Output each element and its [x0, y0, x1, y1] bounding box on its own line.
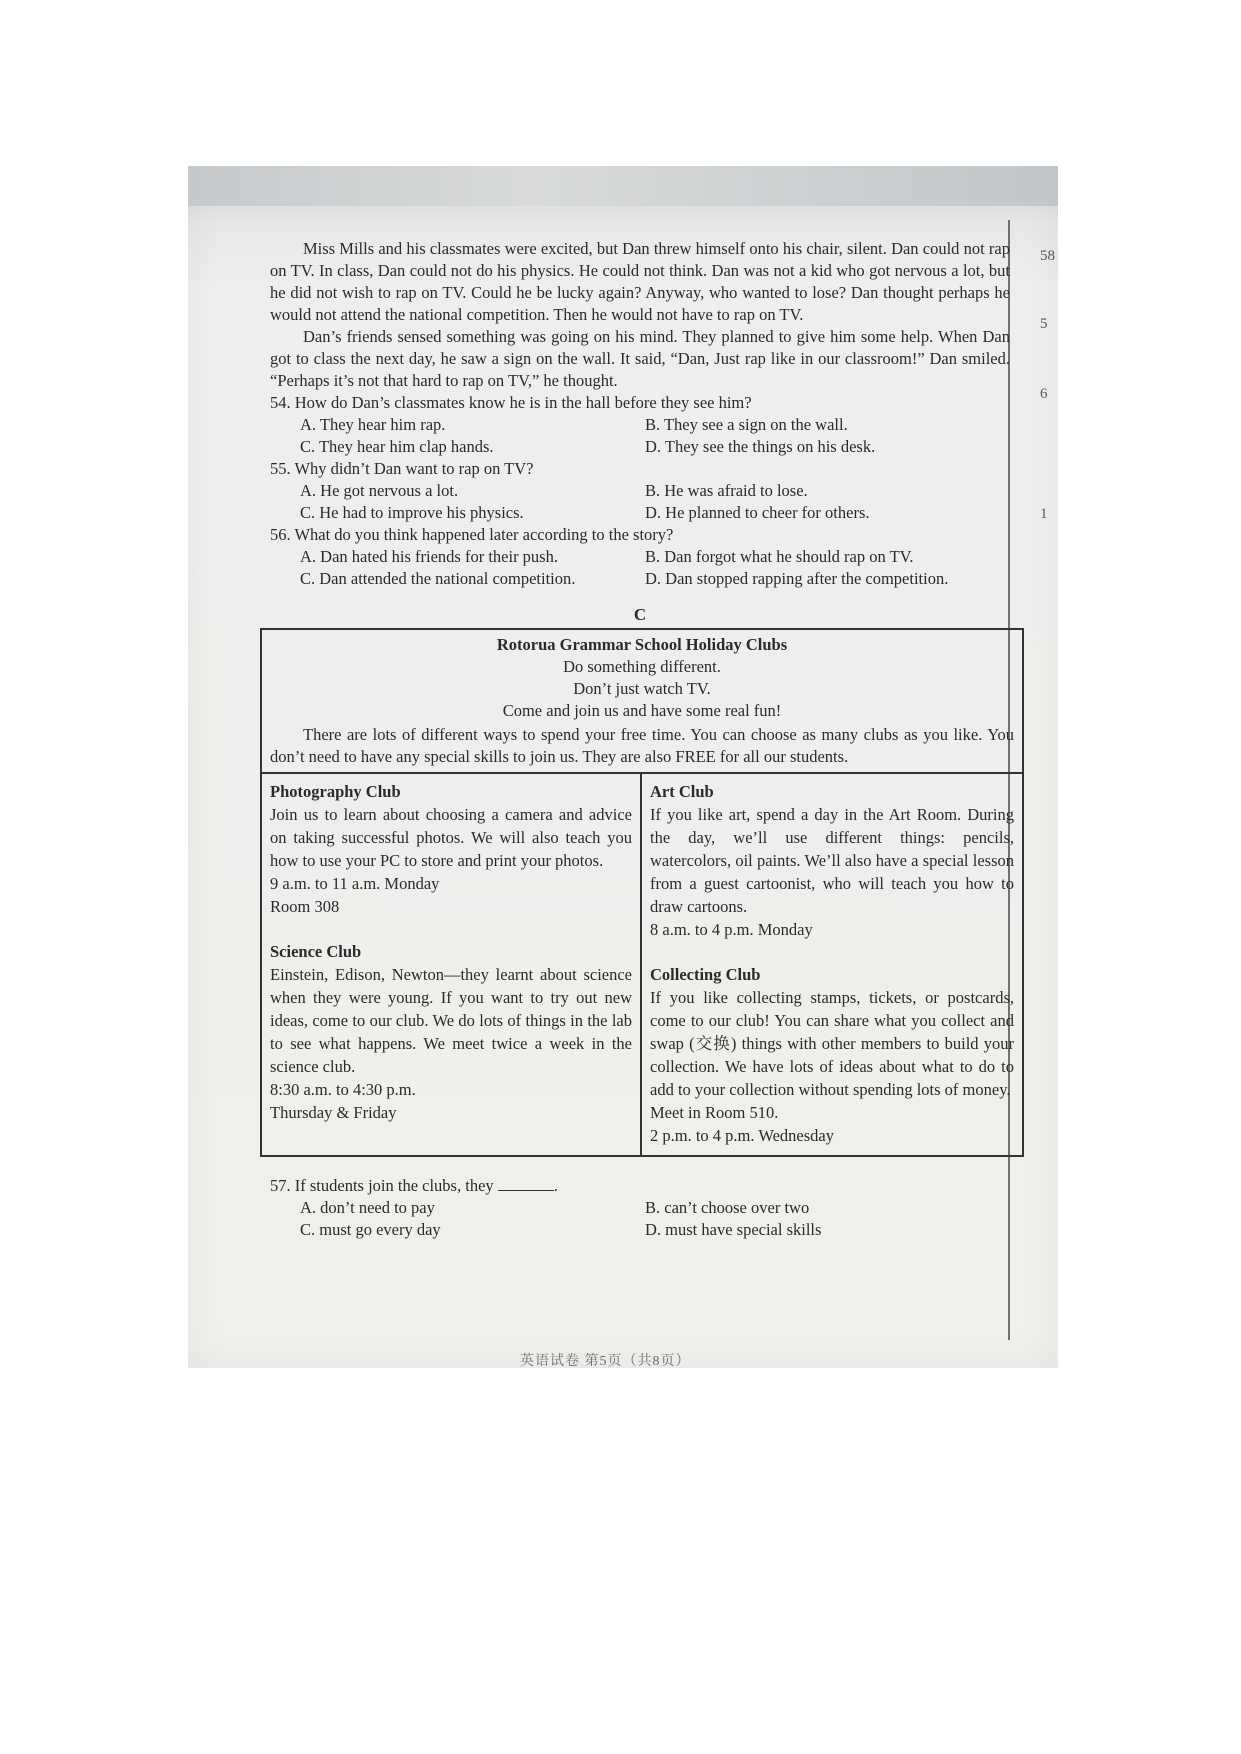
option-a: A. They hear him rap. — [300, 415, 446, 434]
question-54 — [270, 392, 1010, 458]
club-time: 9 a.m. to 11 a.m. Monday — [270, 874, 440, 893]
photo-top-shadow — [188, 166, 1058, 206]
option-b: B. Dan forgot what he should rap on TV. — [645, 547, 914, 566]
ad-intro: There are lots of different ways to spend your free time. You can choose as many clubs as you like. You don’t need to have any special skills to join us. They are also FREE for all our students. — [270, 725, 1014, 766]
section-label: C — [633, 605, 647, 624]
question-stem — [270, 1175, 1010, 1197]
clubs-left-column — [262, 774, 642, 1155]
option-a: A. don’t need to pay — [300, 1198, 435, 1217]
margin-number: 1 — [1040, 506, 1048, 522]
option-d: D. He planned to cheer for others. — [645, 503, 870, 522]
option-c: C. He had to improve his physics. — [300, 503, 524, 522]
ad-title: Rotorua Grammar School Holiday Clubs — [496, 635, 788, 654]
question-options — [270, 1197, 1010, 1241]
question-stem: 56. What do you think happened later according to the story? — [270, 525, 674, 544]
option-c: C. must go every day — [300, 1220, 441, 1239]
option-c: C. They hear him clap hands. — [300, 437, 494, 456]
margin-number: 58 — [1040, 248, 1055, 264]
page-footer: 英语试卷 第5页（共8页） — [520, 1354, 691, 1369]
option-b: B. He was afraid to lose. — [645, 481, 808, 500]
club-name: Collecting Club — [650, 965, 761, 984]
clubs-right-column — [642, 774, 1022, 1155]
ad-tagline: Don’t just watch TV. — [573, 679, 711, 698]
question-options — [270, 414, 1010, 458]
club-days: Thursday & Friday — [270, 1103, 397, 1122]
option-b: B. They see a sign on the wall. — [645, 415, 848, 434]
option-a: A. Dan hated his friends for their push. — [300, 547, 558, 566]
club-description: If you like collecting stamps, tickets, or postcards, come to our club! You can share what you collect and swap (交换) things with other members to build your collection. We have lots of ideas about what to do to add to your collection without spending lots of money. — [650, 988, 1014, 1099]
question-56 — [270, 524, 1010, 590]
option-d: D. Dan stopped rapping after the competition. — [645, 569, 949, 588]
question-options — [270, 480, 1010, 524]
club-time: 8:30 a.m. to 4:30 p.m. — [270, 1080, 416, 1099]
club-name: Photography Club — [270, 782, 401, 801]
option-a: A. He got nervous a lot. — [300, 481, 459, 500]
club-place: Meet in Room 510. — [650, 1103, 779, 1122]
question-57 — [270, 1175, 1010, 1241]
option-d: D. must have special skills — [645, 1220, 822, 1239]
holiday-clubs-box — [260, 628, 1024, 1157]
ad-tagline: Come and join us and have some real fun! — [502, 701, 782, 720]
option-c: C. Dan attended the national competition. — [300, 569, 576, 588]
ad-header — [262, 630, 1022, 724]
passage-paragraph: Dan’s friends sensed something was going on his mind. They planned to give him some help. When Dan got to class the next day, he saw a sign on the wall. It said, “Dan, Just rap like in our classroom!” Dan smiled. “Perhaps it’s not that hard to rap on TV,” he thought. — [270, 327, 1010, 390]
club-description: If you like art, spend a day in the Art Room. During the day, we’ll use different things: pencils, watercolors, oil paints. We’ll also have a special lesson from a guest cartoonist, who will teach you how to draw cartoons. — [650, 805, 1014, 916]
question-options — [270, 546, 1010, 590]
club-description: Join us to learn about choosing a camera and advice on taking successful photos. We will also teach you how to use your PC to store and print your photos. — [270, 805, 632, 870]
margin-number: 6 — [1040, 386, 1048, 402]
club-time: 8 a.m. to 4 p.m. Monday — [650, 920, 813, 939]
club-name: Art Club — [650, 782, 714, 801]
club-place: Room 308 — [270, 897, 340, 916]
question-stem: 55. Why didn’t Dan want to rap on TV? — [270, 459, 534, 478]
question-stem-end: . — [553, 1176, 558, 1195]
option-d: D. They see the things on his desk. — [645, 437, 876, 456]
question-55 — [270, 458, 1010, 524]
answer-blank — [498, 1190, 554, 1191]
club-description: Einstein, Edison, Newton—they learnt about science when they were young. If you want to try out new ideas, come to our club. We do lots of things in the lab to see what happens. We meet twice a week in the science club. — [270, 965, 632, 1076]
clubs-grid — [262, 772, 1022, 1155]
club-time: 2 p.m. to 4 p.m. Wednesday — [650, 1126, 834, 1145]
option-b: B. can’t choose over two — [645, 1198, 810, 1217]
passage-paragraph: Miss Mills and his classmates were excited, but Dan threw himself onto his chair, silent. Dan could not rap on TV. In class, Dan could not do his physics. He could not think. Dan was not a kid who got nervous a lot, but he did not wish to rap on TV. Could he be lucky again? Anyway, who wanted to lose? Dan thought perhaps he would not attend the national competition. Then he would not have to rap on TV. — [270, 239, 1010, 324]
exam-page — [270, 238, 1014, 1241]
margin-number: 5 — [1040, 316, 1048, 332]
club-name: Science Club — [270, 942, 362, 961]
ad-tagline: Do something different. — [563, 657, 721, 676]
question-stem: 54. How do Dan’s classmates know he is in the hall before they see him? — [270, 393, 752, 412]
question-stem-text: 57. If students join the clubs, they — [270, 1176, 494, 1195]
